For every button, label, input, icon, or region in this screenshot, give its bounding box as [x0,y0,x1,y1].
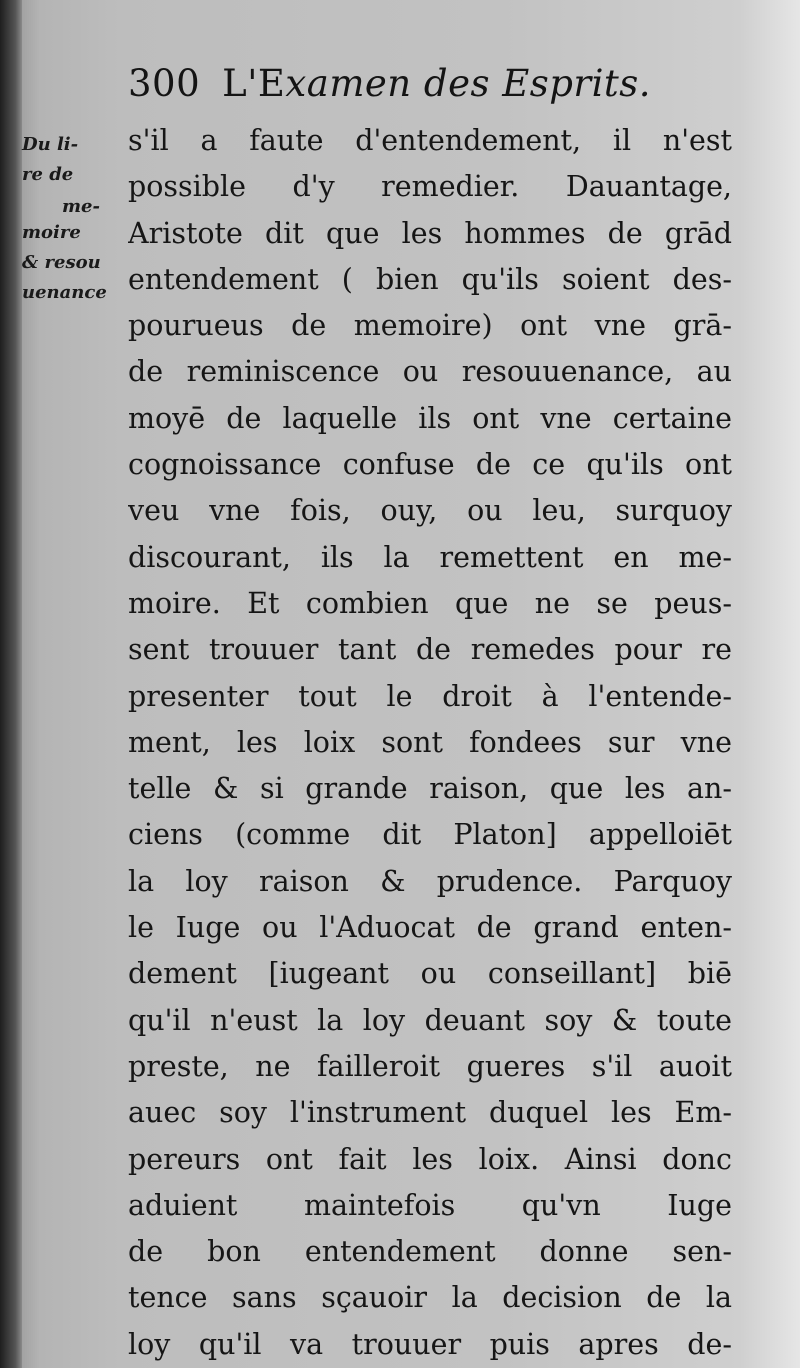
margin-note-line: re de [22,164,74,185]
text-line: tence sans sçauoir la decision de la [128,1281,732,1315]
page-number: 300 [128,62,201,105]
text-line: pereurs ont fait les loix. Ainsi donc [128,1142,732,1176]
text-line: auec soy l'instrument duquel les Em- [128,1096,732,1130]
body-text [128,118,732,1368]
text-line: cognoissance confuse de ce qu'ils ont [128,448,732,482]
margin-note [22,128,122,310]
text-line: de reminiscence ou resouuenance, au [128,355,732,389]
text-line: qu'il n'eust la loy deuant soy & toute [128,1003,732,1037]
running-head [128,62,651,105]
text-line: preste, ne failleroit gueres s'il auoit [128,1049,732,1083]
text-line: possible d'y remedier. Dauantage, [128,170,732,204]
text-line: loy qu'il va trouuer puis apres de- [128,1327,732,1361]
text-line: s'il a faute d'entendement, il n'est [128,124,732,157]
text-line: veu vne fois, ouy, ou leu, surquoy [128,494,732,528]
running-title-end: sprits. [529,62,652,105]
margin-note-line: me- [62,196,100,217]
text-line: ment, les loix sont fondees sur vne [128,725,732,759]
text-line: le Iuge ou l'Aduocat de grand enten- [128,911,732,945]
running-title-middle: xamen des E [285,62,530,105]
text-line: moyē de laquelle ils ont vne certaine [128,401,732,435]
text-line: la loy raison & prudence. Parquoy [128,864,732,898]
margin-note-line: moire [22,222,81,243]
text-line: Aristote dit que les hommes de grād [128,216,732,250]
text-line: de bon entendement donne sen- [128,1235,732,1269]
running-title-start: L'E [222,62,286,105]
page-gutter [0,0,22,1368]
text-line: telle & si grande raison, que les an- [128,772,732,806]
text-line: aduient maintefois qu'vn Iuge [128,1188,732,1222]
text-line: pourueus de memoire) ont vne grā- [128,309,732,343]
margin-note-line: Du li- [22,134,79,155]
text-line: dement [iugeant ou conseillant] biē [128,957,732,991]
text-line: moire. Et combien que ne se peus- [128,586,732,620]
margin-note-line: uenance [22,282,107,303]
text-line: ciens (comme dit Platon] appelloiēt [128,818,732,852]
margin-note-line: & resou [22,252,101,273]
text-line: presenter tout le droit à l'entende- [128,679,732,713]
text-line: entendement ( bien qu'ils soient des- [128,262,732,296]
text-line: discourant, ils la remettent en me- [128,540,732,574]
text-line: sent trouuer tant de remedes pour re [128,633,732,667]
